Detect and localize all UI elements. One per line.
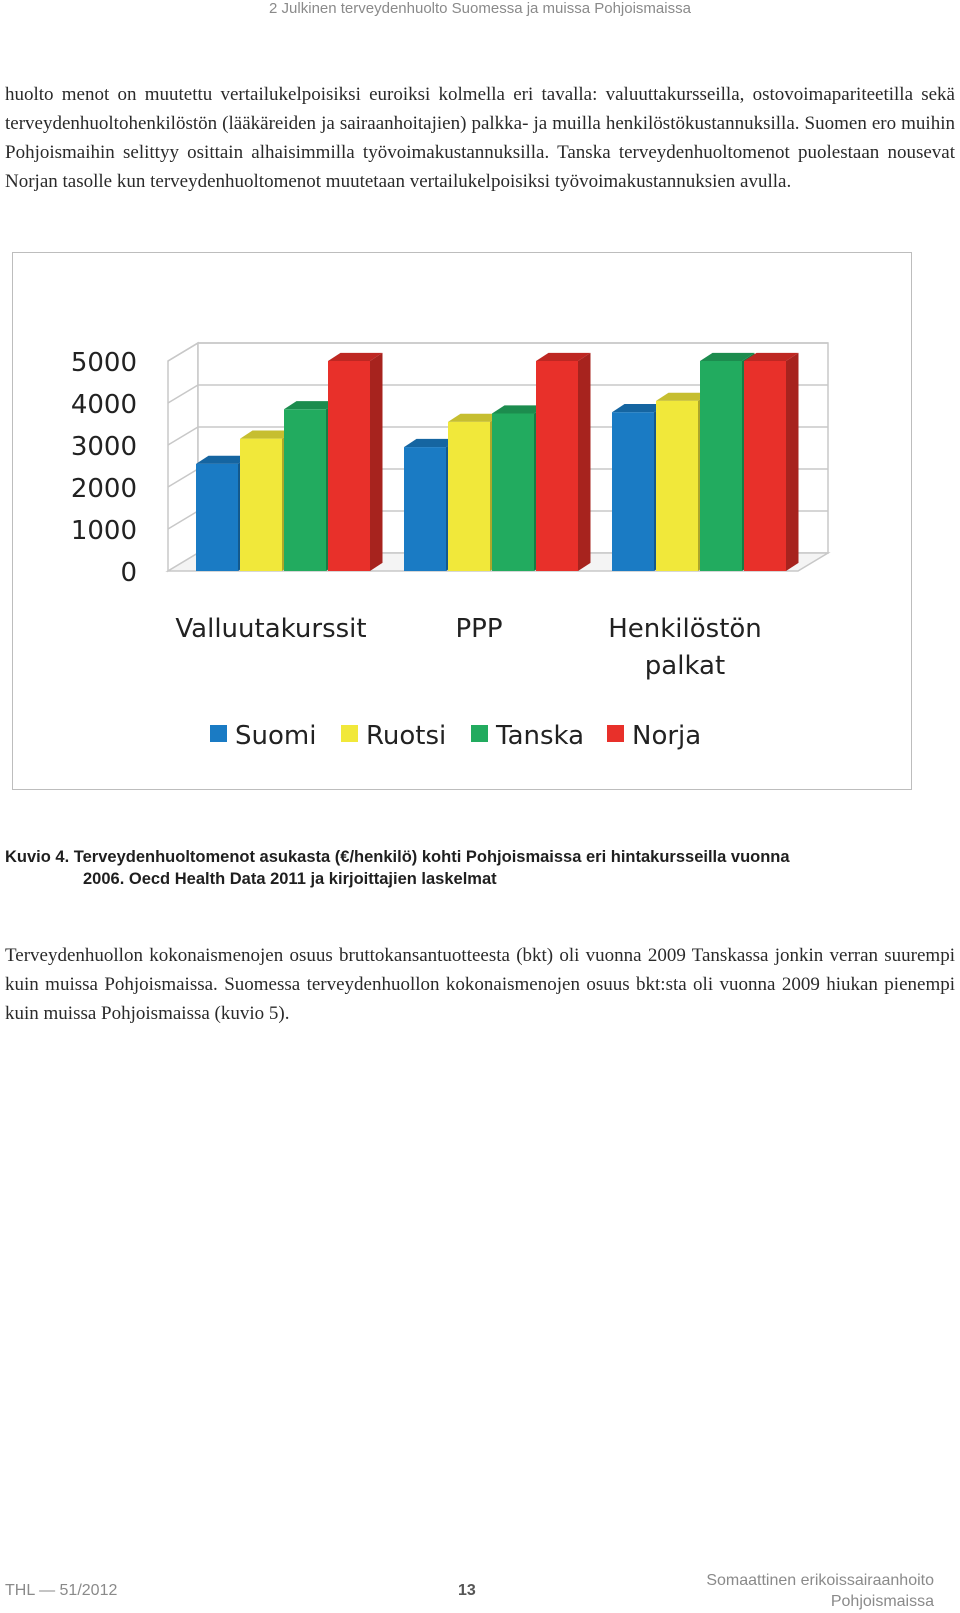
bar-norja-1 — [328, 353, 383, 571]
legend-item-tanska — [471, 721, 584, 751]
bar-front — [284, 409, 326, 571]
x-category-label-line: PPP — [455, 614, 503, 644]
legend-item-suomi — [210, 721, 316, 751]
legend-swatch — [471, 725, 488, 742]
y-tick-label: 2000 — [70, 474, 137, 504]
legend-label: Norja — [632, 721, 702, 751]
bar-front — [196, 464, 238, 571]
y-tick-label: 0 — [120, 558, 137, 588]
footer-publication: THL — 51/2012 — [5, 1582, 118, 1599]
y-tick-label: 1000 — [70, 516, 137, 546]
bar-front — [744, 361, 786, 571]
legend-item-ruotsi — [341, 721, 446, 751]
x-category-label — [175, 614, 366, 644]
running-header: 2 Julkinen terveydenhuolto Suomessa ja muissa Pohjoismaissa — [269, 0, 691, 17]
y-tick-label: 3000 — [70, 432, 137, 462]
bar-chart — [13, 253, 913, 791]
bar-front — [328, 361, 370, 571]
x-category-label-line: Henkilöstön — [608, 614, 762, 644]
bar-front — [240, 439, 282, 571]
bar-side — [578, 353, 591, 571]
y-tick-label: 5000 — [70, 348, 137, 378]
bar-front — [700, 361, 742, 571]
chart-side-wall — [168, 343, 198, 571]
caption-line-1: Kuvio 4. Terveydenhuoltomenot asukasta (€/henkilö) kohti Pohjoismaissa eri hintakursseilla vuonna — [5, 848, 790, 866]
legend-swatch — [341, 725, 358, 742]
bar-front — [656, 401, 698, 571]
footer-section-line-2: Pohjoismaissa — [830, 1593, 934, 1610]
bar-front — [448, 422, 490, 571]
bar-front — [492, 414, 534, 572]
legend-label: Suomi — [235, 721, 317, 751]
figure-caption — [5, 846, 955, 890]
body-paragraph-1: huolto menot on muutettu vertailukelpoisiksi euroiksi kolmella eri tavalla: valuuttakursseilla, ostovoimapariteetilla sekä terveydenhuoltohenkilöstön (lääkäreiden ja sairaanhoitajien) palkka- ja muilla henkilöstökustannuksilla. Suomen ero muihin Pohjoismaihin selittyy osittain alhaisimmilla työvoimakustannuksilla. Tanska terveydenhuoltomenot puolestaan nousevat Norjan tasolle kun terveydenhuoltomenot muutetaan vertailukelpoisiksi työvoimakustannuksien avulla. — [5, 84, 955, 192]
caption-line-2: 2006. Oecd Health Data 2011 ja kirjoittajien laskelmat — [83, 870, 497, 888]
bar-front — [536, 361, 578, 571]
legend-swatch — [607, 725, 624, 742]
footer-page-number: 13 — [458, 1582, 476, 1599]
footer-section-title — [706, 1570, 934, 1612]
bar-norja-3 — [744, 353, 799, 571]
bar-side — [786, 353, 799, 571]
body-paragraph-2: Terveydenhuollon kokonaismenojen osuus bruttokansantuotteesta (bkt) oli vuonna 2009 Tanskassa jonkin verran suurempi kuin muissa Pohjoismaissa. Suomessa terveydenhuollon kokonaismenojen osuus bkt:sta oli vuonna 2009 hiukan pienempi kuin muissa Pohjoismaissa (kuvio 5). — [5, 945, 955, 1024]
footer-section-line-1: Somaattinen erikoissairaanhoito — [706, 1572, 934, 1589]
x-category-label-line: Valluutakurssit — [175, 614, 367, 644]
bar-norja-2 — [536, 353, 591, 571]
bar-front — [404, 447, 446, 571]
bar-front — [612, 412, 654, 571]
legend-item-norja — [607, 721, 701, 751]
legend-label: Tanska — [496, 721, 585, 751]
x-category-label — [608, 614, 762, 681]
bar-side — [370, 353, 383, 571]
chart-frame — [12, 252, 912, 790]
legend-swatch — [210, 725, 227, 742]
legend-label: Ruotsi — [366, 721, 447, 751]
x-category-label — [455, 614, 502, 644]
x-category-label-line: palkat — [644, 651, 726, 681]
y-tick-label: 4000 — [70, 390, 137, 420]
